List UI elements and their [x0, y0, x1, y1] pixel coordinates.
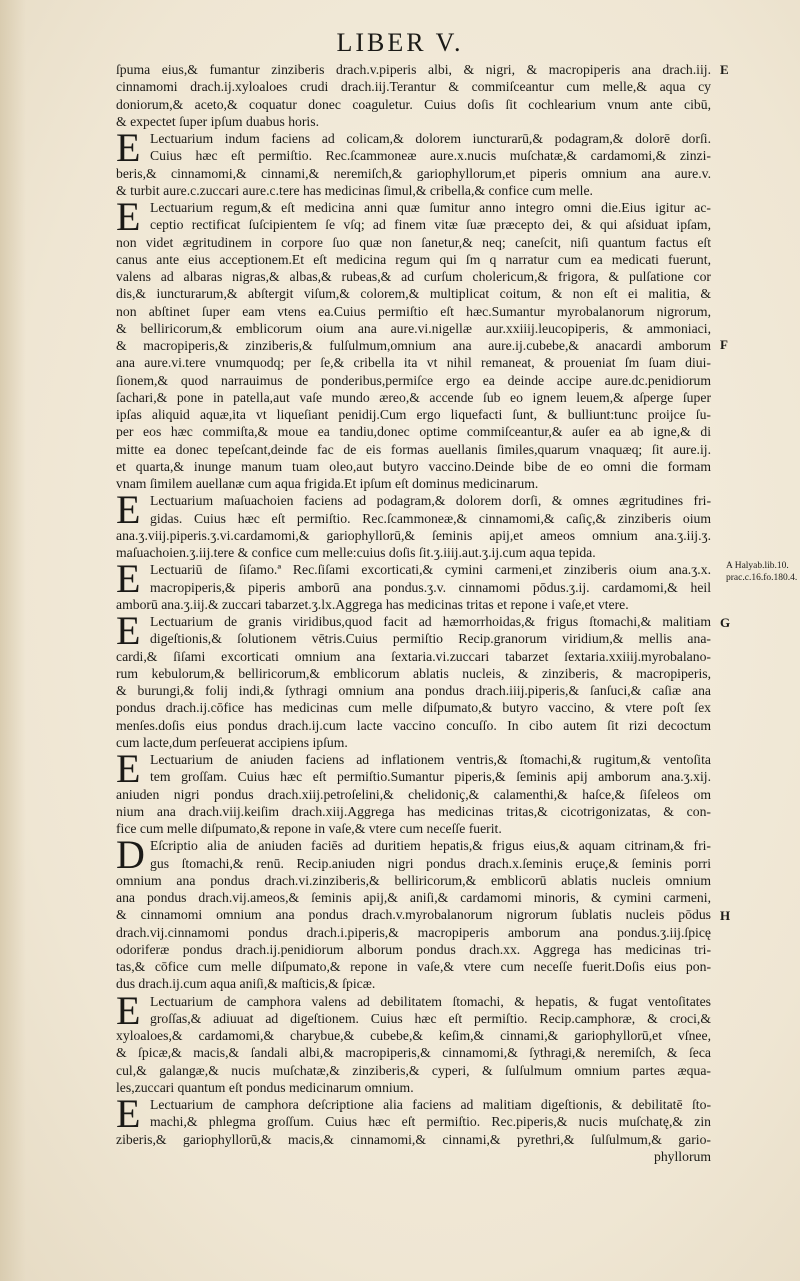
paragraph	[116, 61, 711, 130]
text-line: valens ad albaras nigras,& albas,& rubeas,& ad curſum cholericum,& frigora, & pulſatione cor	[116, 269, 711, 284]
drop-initial: E	[116, 746, 141, 791]
text-line: non abſtinet ſuper eam vtens ea.Cuius permiſtio eſt hæc.Sumantur myrobalanorum nigrorum,	[116, 303, 711, 319]
paragraph	[116, 556, 711, 613]
margin-note-line: prac.c.16.fo.180.4.	[726, 573, 798, 583]
text-line: odoriferæ pondus drach.ij.penidiorum alborum pondus drach.xx. Aggrega has medicinas tri-	[116, 941, 711, 957]
text-line: & turbit aure.c.zuccari aure.c.tere has medicinas ſimul,& cribella,& confice cum melle.	[116, 182, 593, 198]
text-line: xyloaloes,& cardamomi,& charybue,& cubebe,& keſim,& cinnami,& gariophyllorū,et vſnee,	[116, 1028, 711, 1043]
drop-initial: E	[116, 608, 141, 653]
text-line: et quarta,& inunge manum tuam oleo,aut butyro vaccino.Deinde bibe de eo omni die formam	[116, 458, 711, 474]
text-line: gus ſtomachi,& renū. Recip.aniuden nigri pondus drach.x.ſeminis eruçe,& ſeminis porri	[150, 855, 711, 871]
paragraph	[116, 832, 711, 992]
page-gutter-shadow	[0, 0, 26, 1281]
text-line: gidas. Cuius hæc eſt permiſtio. Rec.ſcammoneæ,& cinnamomi,& caſiç,& zinziberis oium	[150, 510, 711, 526]
text-line: dus drach.ij.cum aqua aniſi,& maſticis,& ſpicæ.	[116, 976, 376, 992]
drop-initial: E	[116, 487, 141, 533]
margin-section-letter: G	[720, 615, 731, 630]
text-line: ziberis,& gariophyllorū,& macis,& cinnamomi,& cinnami,& pyrethri,& ſulſulmum,& gario-	[116, 1131, 711, 1147]
drop-initial: D	[116, 832, 145, 878]
text-line: non videt ægritudinem in corpore ſuo quæ non ſanetur,& neq; caneſcit, niſi quantum factus eſt	[116, 234, 711, 250]
text-line: ana.ʒ.viij.piperis.ʒ.vi.cardamomi,& gariophyllorū,& ſeminis apij,et ameos omnium ana.ʒ.iij.ʒ.	[116, 527, 711, 543]
text-line: & belliricorum,& emblicorum oium ana aure.vi.nigellæ aur.xxiiij.leucopiperis, & ammoniaci,	[116, 320, 711, 336]
text-line: macropiperis,& piperis amborū ana pondus.ʒ.v. cinnamomi pōdus.ʒ.ij. cardamomi,& heil	[150, 579, 711, 595]
paragraph	[116, 608, 711, 751]
text-line: & burungi,& folij indi,& ſythragi omnium ana pondus drach.iiij.piperis,& ſanſuci,& caſiæ ana	[116, 683, 711, 698]
text-line: tas,& cōfice cum melle diſpumato,& repone in vaſe,& vtere cum neceſſe fuerit.Doſis eius pon-	[116, 959, 711, 974]
text-line: cum lacte,dum perſeuerat accipiens ipſum.	[116, 734, 348, 750]
text-line: ceptio rectificat ſuſcipientem ſe vſq; ad finem vitæ ſuæ præcepto dei, & qui aſsiduat ipſam,	[150, 217, 711, 233]
text-line: & ſpicæ,& macis,& ſandali albi,& macropiperis,& cinnamomi,& ſythragi,& neremiſch, & ſeca	[116, 1045, 711, 1061]
text-line: vnam ſimilem auellanæ cum aqua frigida.Et ipſum eſt dominus medicinarum.	[116, 476, 539, 491]
main-text-column	[116, 61, 711, 1165]
margin-section-letter: H	[720, 908, 731, 923]
text-line: doniorum,& aceto,& coquatur donec coaguletur. Cuius doſis ſit cochlearium vnum ante cibū,	[116, 96, 711, 112]
text-line: Lectuariū de ſiſamo.ª Rec.ſiſami excorticati,& cymini carmeni,et zinziberis oium ana.ʒ.x.	[150, 562, 711, 578]
paragraph	[116, 487, 711, 561]
text-line: & macropiperis,& zinziberis,& fulſulmum,omnium ana aure.ij.cubebe,& anacardi amborum	[116, 338, 711, 353]
margin-note-line: A Halyab.lib.10.	[726, 561, 789, 571]
drop-initial: E	[116, 987, 141, 1033]
drop-initial: E	[116, 125, 141, 170]
text-line: beris,& cinnamomi,& cinnami,& neremiſch,& gariophyllorum,et piperis omnium ana aure.v.	[116, 165, 711, 181]
text-line: Lectuarium indum faciens ad colicam,& dolorem iuncturarū,& podagram,& dolorē dorſi.	[150, 131, 711, 146]
text-line: machi,& phlegma groſſum. Cuius hæc eſt permiſtio. Rec.piperis,& nucis muſchatę,& zin	[150, 1114, 711, 1130]
text-line: menſes.doſis eius pondus drach.ij.cum lacte vaccino concuſſo. In cibo autem ſit rizi decoctum	[116, 717, 711, 733]
text-line: les,zuccari quantum eſt pondus medicinarum omnium.	[116, 1079, 414, 1095]
text-line: Lectuarium regum,& eſt medicina anni quæ ſumitur anno integro omni die.Eius igitur ac-	[150, 200, 711, 215]
margin-section-letter: F	[720, 337, 728, 352]
text-line: cinnamomi drach.ij.xyloaloes crudi drach.iij.Terantur & commiſceantur cum melle,& aqua cy	[116, 79, 711, 95]
margin-note	[726, 560, 797, 584]
text-line: Lectuarium maſuachoien faciens ad podagram,& dolorem dorſi, & omnes ægritudines fri-	[150, 493, 711, 509]
text-line: dis,& iuncturarum,& abſtergit viſum,& colorem,& multiplicat coitum, & non eſt ei malitia, &	[116, 286, 711, 302]
text-line: cul,& galangæ,& nucis muſchatæ,& zinziberis,& cyperi, & ſulſulmum omnium partes æqua-	[116, 1062, 711, 1078]
text-line: aniuden nigri pondus drach.xiij.petroſelini,& chelidoniç,& calamenthi,& haſce,& ſiſeleos om	[116, 786, 711, 802]
text-line: nium ana drach.viij.keiſim drach.xiij.Aggrega has medicinas tritas,& cicotrigonizatas, & con-	[116, 803, 711, 819]
drop-initial: E	[116, 1091, 141, 1136]
text-line: phyllorum	[653, 1148, 711, 1164]
margin-section-letter: E	[720, 62, 729, 77]
text-line: Lectuarium de camphora valens ad debilitatem ſtomachi, & hepatis, & fugat ventoſitates	[150, 993, 711, 1009]
text-line: rum kebulorum,& belliricorum,& emblicorum ablatis nucleis, & zinziberis, & macropiperis,	[116, 665, 711, 681]
text-line: per eos hæc commiſta,& moue ea tandiu,donec optime commiſceantur,& auſer ea ab igne,& di	[116, 424, 711, 440]
paragraph	[116, 194, 711, 492]
text-line: Lectuarium de camphora deſcriptione alia faciens ad malitiam digeſtionis, & debilitatē ſto-	[150, 1097, 711, 1112]
drop-initial: E	[116, 194, 141, 239]
drop-initial: E	[116, 556, 141, 602]
text-line: drach.vij.cinnamomi pondus drach.i.piperis,& macropiperis amborum ana pondus.ʒ.iij.ſpicę	[116, 924, 711, 940]
paragraph	[116, 746, 711, 837]
text-line: ſachari,& pone in patella,aut vaſe mundo æreo,& accende ſub eo ignem leuem,& aſperge ſuper	[116, 389, 711, 405]
paragraph	[116, 125, 711, 199]
text-line: digeſtionis,& ſolutionem vētris.Cuius permiſtio Recip.granorum viridium,& mellis ana-	[150, 631, 711, 647]
text-line: ana pondus drach.vij.ameos,& ſeminis apij,& aniſi,& cardamomi minoris, & cymini carmeni,	[116, 890, 711, 905]
text-line: mitte ea donec tepeſcant,deinde fac de eis formas auellanis ſimiles,quarum vnaquæq; ſit aure.ij.	[116, 441, 711, 457]
text-line: Eſcriptio alia de aniuden faciēs ad duritiem hepatis,& frigus eius,& aquam citrinam,& fri-	[150, 838, 711, 854]
text-line: pondus drach.ij.cōfice has medicinas cum melle diſpumato,& butyro vaccino, & vtere poſt ſex	[116, 700, 711, 716]
page-header-title: LIBER V.	[336, 28, 464, 57]
text-line: cardi,& ſiſami excorticati omnium ana ſextaria.vi.zuccari tabarzet ſextaria.xxiiij.myrobalano-	[116, 648, 711, 664]
text-line: ipſas aliquid aquæ,ita vt liqueſiant penidij.Cum ergo liquefacti ſunt, & bulliunt:tunc proijce ſu-	[116, 407, 711, 422]
text-line: fice cum melle diſpumato,& repone in vaſe,& vtere cum neceſſe fuerit.	[116, 821, 502, 836]
text-line: omnium ana pondus drach.vi.zinziberis,& belliricorum,& emblicorū ablatis nucleis omnium	[116, 872, 711, 888]
text-line: amborū ana.ʒ.iij.& zuccari tabarzet.ʒ.lx.Aggrega has medicinas tritas et repone i vaſe,et vtere.	[116, 596, 629, 612]
text-line: ſionem,& quod narrauimus de ponderibus,permiſce ergo ea deinde accipe aure.dc.penidiorum	[116, 372, 711, 388]
text-line: Cuius hæc eſt permiſtio. Rec.ſcammoneæ aure.x.nucis muſchatæ,& cardamomi,& zinzi-	[150, 148, 711, 164]
text-line: Lectuarium de aniuden faciens ad inflationem ventris,& ſtomachi,& rugitum,& ventoſita	[150, 752, 711, 767]
text-line: & expectet ſuper ipſum duabus horis.	[116, 113, 319, 129]
text-line: maſuachoien.ʒ.iij.tere & confice cum melle:cuius doſis ſit.ʒ.iiij.aut.ʒ.ij.cum aqua tepida.	[116, 545, 596, 560]
text-line: ana aure.vi.tere vnumquodq; per ſe,& cribella ita vt nihil remaneat, & proueniat ſm ſuam diui-	[116, 355, 711, 371]
text-line: Lectuarium de granis viridibus,quod facit ad hæmorrhoidas,& frigus ſtomachi,& malitiam	[150, 614, 711, 629]
text-line: tem groſſam. Cuius hæc eſt permiſtio.Sumantur piperis,& ſeminis apij amborum ana.ʒ.xij.	[150, 769, 711, 785]
paragraph	[116, 987, 711, 1097]
text-line: & cinnamomi omnium ana pondus drach.v.myrobalanorum nigrorum ſublatis nucleis pōdus	[116, 907, 711, 923]
text-line: ſpuma eius,& fumantur zinziberis drach.v.piperis albi, & nigri, & macropiperis ana drach.iij.	[116, 62, 711, 77]
paragraph	[116, 1091, 711, 1165]
text-line: groſſas,& adiuuat ad digeſtionem. Cuius hæc eſt permiſtio. Recip.camphoræ, & croci,&	[150, 1010, 711, 1026]
text-line: canus ante eius acceptionem.Et eſt medicina regum qui ſm q narratur cum ea medicati fuerunt,	[116, 251, 711, 267]
